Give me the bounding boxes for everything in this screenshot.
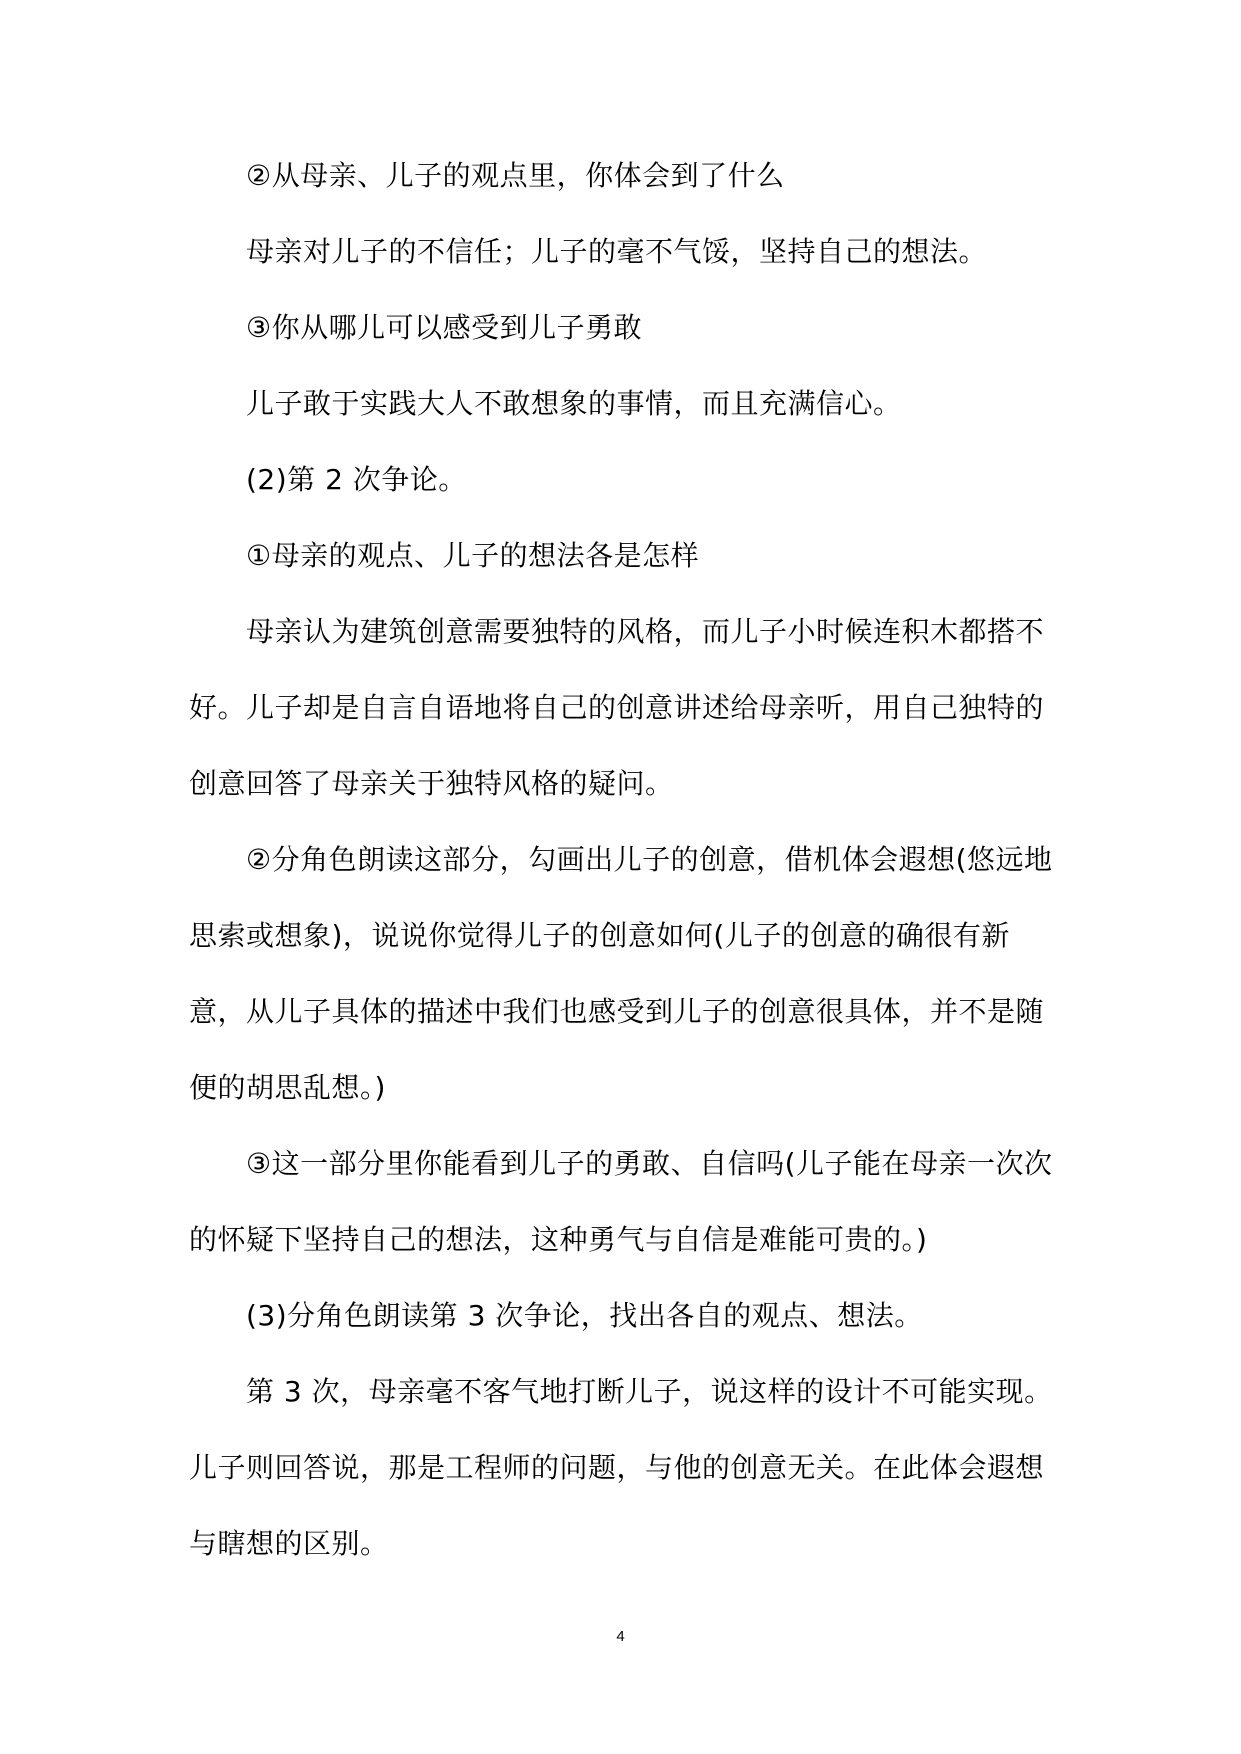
paragraph: (2)第 2 次争论。 — [246, 463, 467, 496]
paragraph: 母亲对儿子的不信任；儿子的毫不气馁，坚持自己的想法。 — [246, 235, 988, 268]
paragraph: ①母亲的观点、儿子的想法各是怎样 — [246, 539, 700, 572]
paragraph: ②从母亲、儿子的观点里，你体会到了什么 — [246, 159, 785, 192]
document-body — [189, 138, 1059, 1582]
paragraph: ③这一部分里你能看到儿子的勇敢、自信吗(儿子能在母亲一次次的怀疑下坚持自己的想法，这种勇气与自信是难能可贵的。) — [189, 1147, 1053, 1256]
paragraph: 母亲认为建筑创意需要独特的风格，而儿子小时候连积木都搭不好。儿子却是自言自语地将自己的创意讲述给母亲听，用自己独特的创意回答了母亲关于独特风格的疑问。 — [189, 615, 1045, 800]
page-number: 4 — [616, 1628, 625, 1645]
paragraph: (3)分角色朗读第 3 次争论，找出各自的观点、想法。 — [246, 1299, 923, 1332]
paragraph: 第 3 次，母亲毫不客气地打断儿子，说这样的设计不可能实现。儿子则回答说，那是工程师的问题，与他的创意无关。在此体会遐想与瞎想的区别。 — [189, 1375, 1053, 1560]
paragraph: 儿子敢于实践大人不敢想象的事情，而且充满信心。 — [246, 387, 902, 420]
paragraph: ③你从哪儿可以感受到儿子勇敢 — [246, 311, 643, 344]
paragraph: ②分角色朗读这部分，勾画出儿子的创意，借机体会遐想(悠远地思索或想象)，说说你觉得儿子的创意如何(儿子的创意的确很有新意，从儿子具体的描述中我们也感受到儿子的创意很具体，并不是随便的胡思乱想。) — [189, 843, 1053, 1104]
